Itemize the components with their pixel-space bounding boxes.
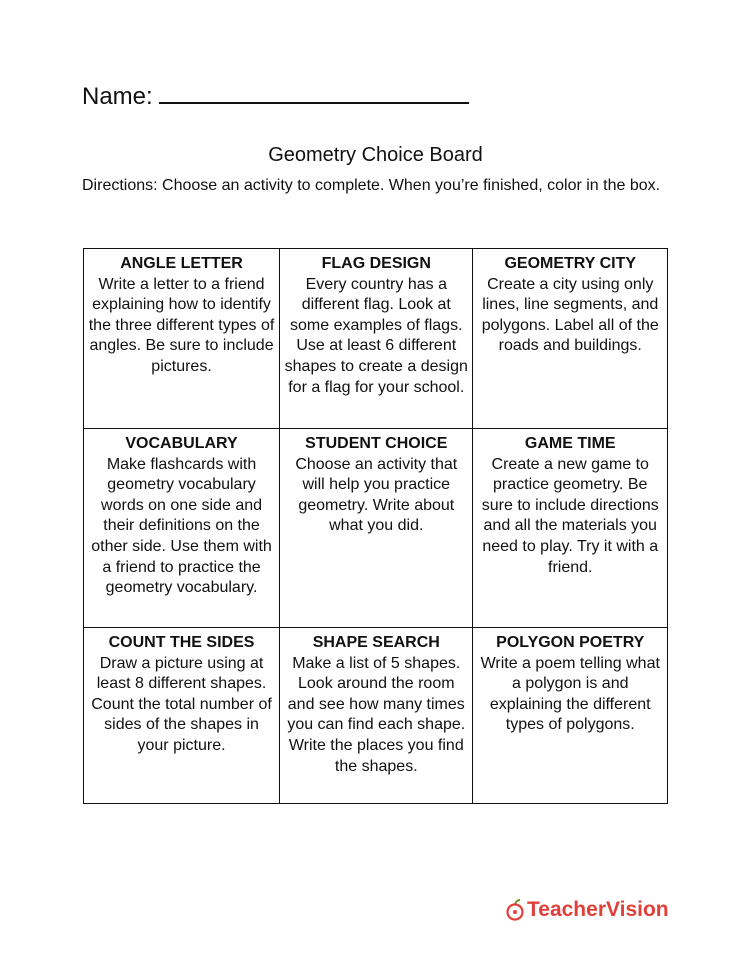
board-cell bbox=[473, 249, 668, 429]
board-cell bbox=[473, 628, 668, 804]
cell-heading: POLYGON POETRY bbox=[496, 634, 645, 651]
name-label: Name: bbox=[82, 83, 153, 110]
board-cell bbox=[280, 429, 473, 628]
cell-text: Draw a picture using at least 8 different shapes. Count the total number of sides of the shapes in your picture. bbox=[91, 654, 272, 754]
page-title: Geometry Choice Board bbox=[268, 144, 483, 166]
cell-text: Write a poem telling what a polygon is and explaining the different types of polygons. bbox=[480, 654, 660, 734]
cell-heading: GEOMETRY CITY bbox=[504, 255, 637, 272]
board-cell bbox=[280, 249, 473, 429]
board-cell bbox=[84, 249, 280, 429]
cell-text: Write a letter to a friend explaining how to identify the three different types of angles. Be sure to include pictures. bbox=[88, 275, 275, 375]
cell-text: Make a list of 5 shapes. Look around the room and see how many times you can find each shape. Write the places you find the shapes. bbox=[287, 654, 466, 775]
cell-text: Create a city using only lines, line segments, and polygons. Label all of the roads and buildings. bbox=[481, 275, 659, 355]
cell-heading: STUDENT CHOICE bbox=[305, 435, 448, 452]
board-row bbox=[84, 628, 668, 804]
cell-heading: COUNT THE SIDES bbox=[108, 634, 255, 651]
cell-text: Choose an activity that will help you practice geometry. Write about what you did. bbox=[295, 455, 458, 535]
name-field bbox=[82, 80, 469, 111]
cell-text: Every country has a different flag. Look at some examples of flags. Use at least 6 different shapes to create a design for a flag for your school. bbox=[284, 275, 468, 396]
board-row bbox=[84, 429, 668, 628]
logo-text: TeacherVision bbox=[527, 898, 669, 921]
cell-heading: GAME TIME bbox=[524, 435, 616, 452]
cell-heading: ANGLE LETTER bbox=[120, 255, 243, 272]
teachervision-logo bbox=[505, 898, 669, 922]
cell-heading: VOCABULARY bbox=[125, 435, 238, 452]
choice-board bbox=[83, 248, 668, 804]
directions: Directions: Choose an activity to complete. When you’re finished, color in the box. bbox=[82, 177, 661, 194]
board-cell bbox=[473, 429, 668, 628]
apple-icon bbox=[505, 899, 525, 921]
cell-text: Create a new game to practice geometry. Be sure to include directions and all the materials you need to play. Try it with a friend. bbox=[481, 455, 659, 576]
cell-heading: SHAPE SEARCH bbox=[312, 634, 440, 651]
board-cell bbox=[84, 628, 280, 804]
board-cell bbox=[280, 628, 473, 804]
cell-heading: FLAG DESIGN bbox=[321, 255, 431, 272]
board-cell bbox=[84, 429, 280, 628]
cell-text: Make flashcards with geometry vocabulary words on one side and their definitions on the other side. Use them with a friend to practice the geometry vocabulary. bbox=[91, 455, 272, 597]
board-row bbox=[84, 249, 668, 429]
name-blank-line bbox=[159, 80, 469, 104]
